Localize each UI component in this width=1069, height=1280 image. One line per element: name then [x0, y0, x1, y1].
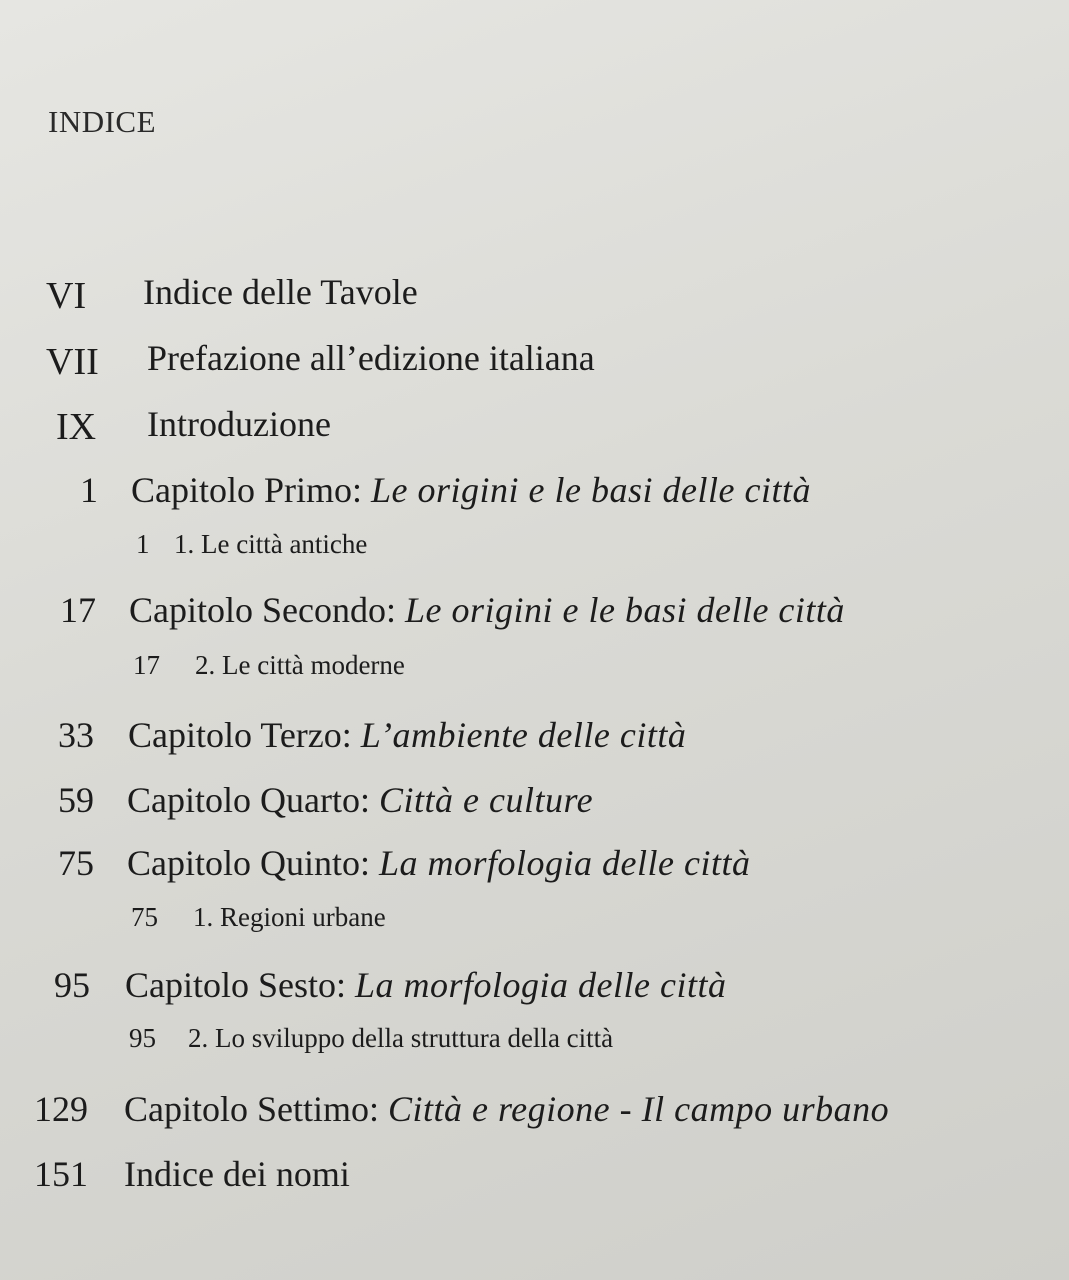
toc-page-number: 75 — [131, 902, 158, 932]
toc-chapter-name: Capitolo Quinto: — [127, 843, 370, 883]
toc-entry-label: 2. Le città moderne — [195, 650, 405, 680]
toc-chapter-name: Capitolo Secondo: — [129, 590, 396, 630]
toc-chapter-name: Capitolo Settimo: — [124, 1089, 380, 1129]
toc-entry-label: Indice delle Tavole — [143, 272, 418, 312]
toc-page-number: 33 — [58, 715, 94, 755]
toc-entry-label — [125, 967, 727, 1003]
toc-chapter-subtitle: La morfologia delle città — [355, 965, 727, 1005]
toc-entry-label — [129, 592, 845, 628]
toc-page-number: 1 — [136, 529, 150, 559]
toc-chapter-name: Capitolo Quarto: — [127, 780, 370, 820]
toc-entry-label: Indice dei nomi — [124, 1154, 350, 1194]
toc-entry-label: 1. Le città antiche — [174, 529, 368, 559]
toc-page-number: 95 — [129, 1023, 156, 1053]
toc-entry-label: Introduzione — [147, 404, 331, 444]
toc-page-number: 75 — [58, 843, 94, 883]
toc-page-number: IX — [56, 406, 97, 448]
page-title: INDICE — [48, 104, 157, 139]
toc-chapter-subtitle: Le origini e le basi delle città — [404, 590, 845, 630]
toc-page-number: 17 — [133, 650, 160, 680]
toc-chapter-name: Capitolo Terzo: — [128, 715, 352, 755]
toc-entry-label — [131, 472, 811, 508]
toc-entry-label: 1. Regioni urbane — [193, 902, 386, 932]
toc-chapter-subtitle: Città e regione - Il campo urbano — [388, 1089, 890, 1129]
toc-page-number: 1 — [80, 470, 98, 510]
toc-page-number: 17 — [60, 590, 96, 630]
toc-entry-label — [128, 717, 686, 753]
toc-page-number: VII — [46, 341, 99, 383]
toc-chapter-subtitle: La morfologia delle città — [379, 843, 751, 883]
toc-chapter-subtitle: Città e culture — [378, 780, 594, 820]
toc-page-number: 59 — [58, 780, 94, 820]
toc-chapter-name: Capitolo Primo: — [131, 470, 363, 510]
toc-chapter-name: Capitolo Sesto: — [125, 965, 347, 1005]
toc-page-number: 151 — [34, 1154, 88, 1194]
toc-entry-label — [127, 845, 750, 881]
toc-entry-label — [127, 782, 593, 818]
toc-chapter-subtitle: Le origini e le basi delle città — [371, 470, 811, 510]
toc-entry-label: 2. Lo sviluppo della struttura della città — [188, 1023, 614, 1053]
toc-chapter-subtitle: L’ambiente delle città — [360, 715, 687, 755]
toc-entry-label — [124, 1091, 889, 1127]
toc-entry-label: Prefazione all’edizione italiana — [147, 338, 595, 378]
toc-page-number: VI — [46, 275, 87, 317]
toc-page-number: 95 — [54, 965, 90, 1005]
toc-page-number: 129 — [34, 1089, 88, 1129]
